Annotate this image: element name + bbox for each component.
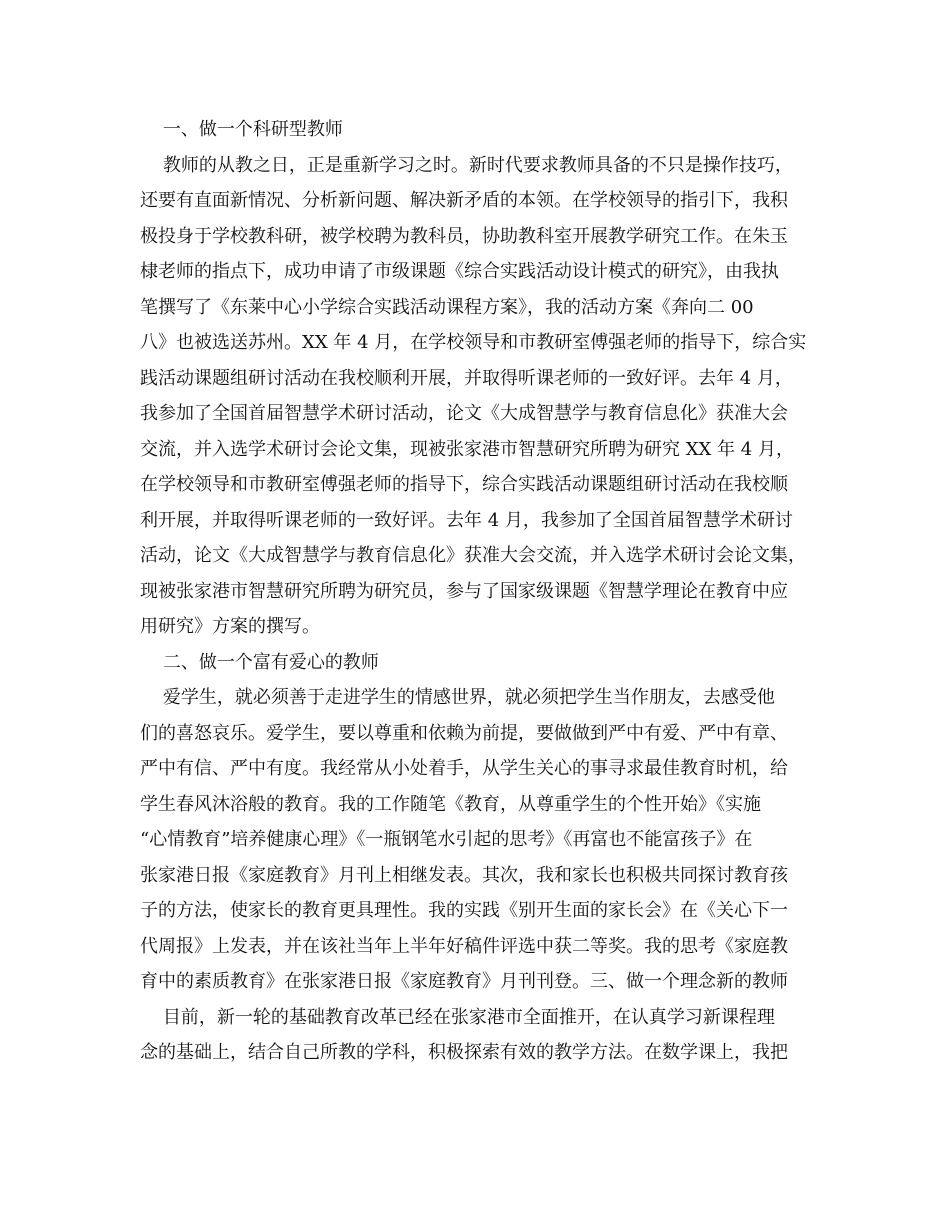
heading-research-teacher: 一、做一个科研型教师 [140,119,343,140]
paragraph-line: 严中有信、严中有度。我经常从小处着手，从学生关心的事寻求最佳教育时机，给 [140,758,788,779]
paragraph-line: 践活动课题组研讨活动在我校顺利开展，并取得听课老师的一致好评。去年 4 月， [140,367,793,389]
paragraph-line: 笔撰写了《东莱中心小学综合实践活动课程方案》，我的活动方案《奔向二 00 [140,296,754,318]
heading-caring-teacher: 二、做一个富有爱心的教师 [140,651,379,673]
paragraph-line: 现被张家港市智慧研究所聘为研究员，参与了国家级课题《智慧学理论在教育中应 [140,580,788,602]
paragraph-line: 目前，新一轮的基础教育改革已经在张家港市全面推开，在认真学习新课程理 [140,1006,775,1028]
paragraph-line: 还要有直面新情况、分析新问题、解决新矛盾的本领。在学校领导的指引下，我积 [140,190,788,211]
paragraph-line: 利开展，并取得听课老师的一致好评。去年 4 月，我参加了全国首届智慧学术研讨 [140,509,793,531]
paragraph-line: 交流，并入选学术研讨会论文集，现被张家港市智慧研究所聘为研究 XX 年 4 月， [140,438,794,460]
paragraph-line: 们的喜怒哀乐。爱学生，要以尊重和依赖为前提，要做做到严中有爱、严中有章、 [140,722,788,744]
paragraph-line: 子的方法，使家长的教育更具理性。我的实践《别开生面的家长会》在《关心下一 [140,900,788,921]
paragraph-line: 学生春风沐浴般的教育。我的工作随笔《教育，从尊重学生的个性开始》《实施 [140,793,761,815]
paragraph-line: “心情教育”培养健康心理》《一瓶钢笔水引起的思考》《再富也不能富孩子》在 [140,829,753,850]
paragraph-line: 爱学生，就必须善于走进学生的情感世界，就必须把学生当作朋友，去感受他 [140,687,775,708]
paragraph-line: 我参加了全国首届智慧学术研讨活动，论文《大成智慧学与教育信息化》获准大会 [140,403,788,424]
document-body [140,112,826,1071]
paragraph-line: 念的基础上，结合自己所教的学科，积极探索有效的教学方法。在数学课上，我把 [140,1042,788,1063]
paragraph-line: 用研究》方案的撰写。 [140,616,320,637]
paragraph-line: 棣老师的指点下，成功申请了市级课题《综合实践活动设计模式的研究》，由我执 [140,261,779,282]
paragraph-line: 在学校领导和市教研室傅强老师的指导下，综合实践活动课题组研讨活动在我校顺 [140,474,788,495]
paragraph-line: 代周报》上发表，并在该社当年上半年好稿件评选中获二等奖。我的思考《家庭教 [140,935,788,957]
paragraph-line: 活动，论文《大成智慧学与教育信息化》获准大会交流，并入选学术研讨会论文集， [140,545,806,566]
paragraph-line: 八》也被选送苏州。XX 年 4 月，在学校领导和市教研室傅强老师的指导下，综合实 [140,332,807,353]
paragraph-line: 教师的从教之日，正是重新学习之时。新时代要求教师具备的不只是操作技巧， [140,154,793,176]
paragraph-line: 张家港日报《家庭教育》月刊上相继发表。其次，我和家长也积极共同探讨教育孩 [140,864,788,886]
paragraph-line: 极投身于学校教科研，被学校聘为教科员，协助教科室开展教学研究工作。在朱玉 [140,225,788,247]
paragraph-line: 育中的素质教育》在张家港日报《家庭教育》月刊刊登。三、做一个理念新的教师 [140,971,788,992]
